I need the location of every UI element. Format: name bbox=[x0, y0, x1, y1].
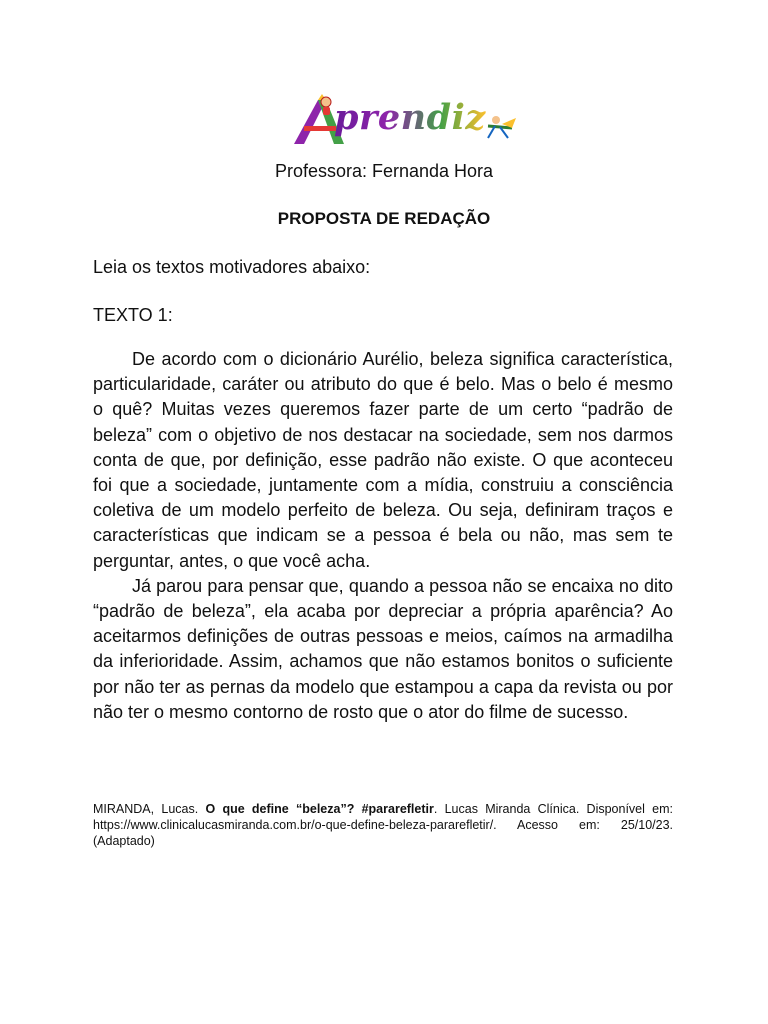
citation-author: MIRANDA, Lucas. bbox=[93, 802, 206, 816]
text1-paragraph: Já parou para pensar que, quando a pessoa não se encaixa no dito “padrão de beleza”, ela acaba por depreciar a própria aparência? Ao aceitarmos definições de outras pessoas e meios, caímos na armadilha da inferioridade. Assim, achamos que não estamos bonitos o suficiente por não ter as pernas da modelo que estampou a capa da revista ou por não ter o mesmo contorno de rosto que o ator do filme de sucesso. bbox=[93, 575, 673, 722]
aprendiz-logo bbox=[290, 94, 522, 154]
logo-wordmark: prendiz bbox=[334, 97, 486, 138]
intro-instruction: Leia os textos motivadores abaixo: bbox=[93, 257, 371, 277]
citation-details: . Lucas Miranda Clínica. Disponível em: https://www.clinicalucasmiranda.com.br/o-que-define-beleza-pararefletir/. Acesso em: 25/10/23. (Adaptado) bbox=[93, 802, 674, 848]
text1-paragraph: De acordo com o dicionário Aurélio, beleza significa característica, particularidade, caráter ou atributo do que é belo. Mas o belo é mesmo o quê? Muitas vezes queremos fazer parte de um certo “padrão de beleza” com o objetivo de nos destacar na sociedade, sem nos darmos conta de que, por definição, esse padrão não existe. O que aconteceu foi que a sociedade, juntamente com a mídia, construiu a consciência coletiva de um modelo perfeito de beleza. Ou seja, definiram traços e características que indicam se a pessoa é bela ou não, mas sem te perguntar, antes, o que você acha. bbox=[93, 349, 673, 571]
text1-heading: TEXTO 1: bbox=[93, 305, 173, 325]
citation-work-title: O que define “beleza”? #pararefletir bbox=[205, 802, 434, 816]
document-title: PROPOSTA DE REDAÇÃO bbox=[277, 209, 491, 228]
teacher-name: Professora: Fernanda Hora bbox=[274, 161, 494, 181]
source-citation bbox=[93, 801, 673, 849]
text1-body bbox=[93, 347, 673, 725]
